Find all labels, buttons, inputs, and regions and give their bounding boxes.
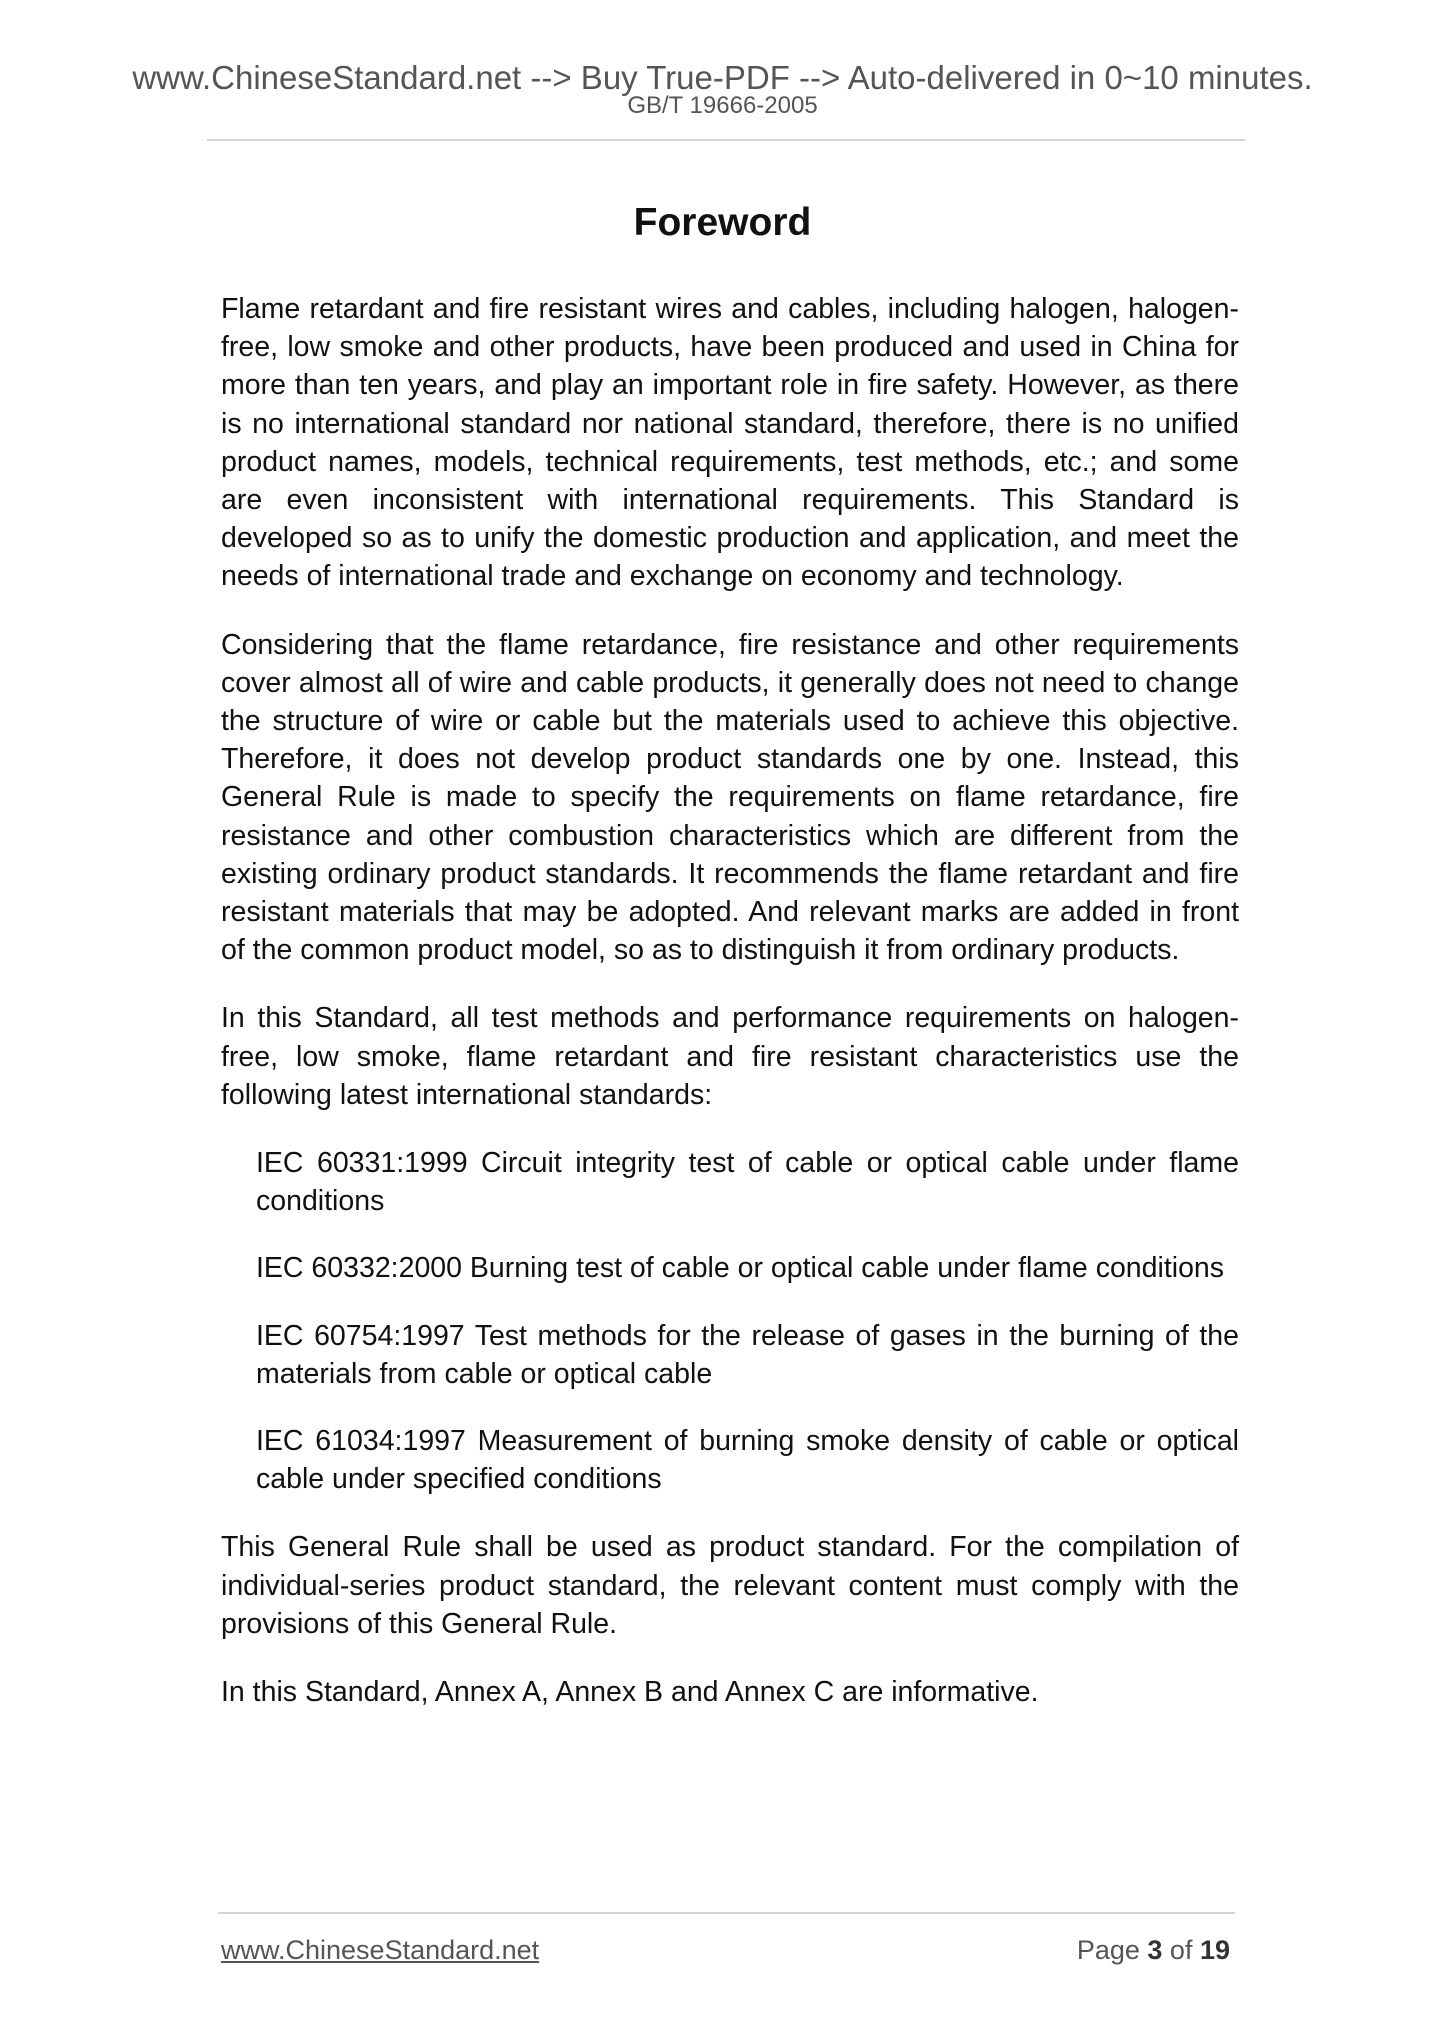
current-page: 3: [1147, 1935, 1163, 1965]
document-body: [221, 290, 1239, 1711]
paragraph-scope: Considering that the flame retardance, fire resistance and other requirements cover almost all of wire and cable products, it generally does not need to change the structure of wire or cable but the materials used to achieve this objective. Therefore, it does not develop product standards one by one. Instead, this General Rule is made to specify the requirements on flame retardance, fire resistance and other combustion characteristics which are different from the existing ordinary product standards. It recommends the flame retardant and fire resistant materials that may be adopted. And relevant marks are added in front of the common product model, so as to distinguish it from ordinary products.: [221, 628, 1239, 967]
reference-item: IEC 61034:1997 Measurement of burning smoke density of cable or optical cable under specified conditions: [256, 1425, 1239, 1496]
footer-divider: [218, 1912, 1235, 1914]
site-banner: www.ChineseStandard.net --> Buy True-PDF --> Auto-delivered in 0~10 minutes.: [132, 59, 1313, 96]
paragraph-annexes: In this Standard, Annex A, Annex B and Annex C are informative.: [221, 1676, 1039, 1709]
page-of: of: [1162, 1935, 1200, 1965]
page-number: [1077, 1934, 1230, 1966]
reference-list: [221, 1144, 1239, 1498]
header-divider: [207, 139, 1245, 141]
reference-item: IEC 60754:1997 Test methods for the release of gases in the burning of the materials from cable or optical cable: [256, 1319, 1239, 1390]
total-pages: 19: [1199, 1935, 1230, 1965]
paragraph-intro: Flame retardant and fire resistant wires and cables, including halogen, halogen-free, low smoke and other products, have been produced and used in China for more than ten years, and play an important role in fire safety. However, as there is no international standard nor national standard, therefore, there is no unified product names, models, technical requirements, test methods, etc.; and some are even inconsistent with international requirements. This Standard is developed so as to unify the domestic production and application, and meet the needs of international trade and exchange on economy and technology.: [221, 293, 1239, 593]
reference-item: IEC 60332:2000 Burning test of cable or optical cable under flame conditions: [256, 1252, 1225, 1285]
page-prefix: Page: [1076, 1935, 1148, 1965]
reference-item: IEC 60331:1999 Circuit integrity test of cable or optical cable under flame conditions: [256, 1147, 1239, 1218]
standard-code: GB/T 19666-2005: [627, 92, 818, 119]
paragraph-usage: This General Rule shall be used as product standard. For the compilation of individual-series product standard, the relevant content must comply with the provisions of this General Rule.: [221, 1531, 1239, 1640]
page-title: Foreword: [633, 201, 812, 244]
paragraph-test-methods: In this Standard, all test methods and performance requirements on halogen-free, low smoke, flame retardant and fire resistant characteristics use the following latest international standards:: [221, 1002, 1239, 1111]
footer-site-link[interactable]: www.ChineseStandard.net: [221, 1935, 540, 1965]
